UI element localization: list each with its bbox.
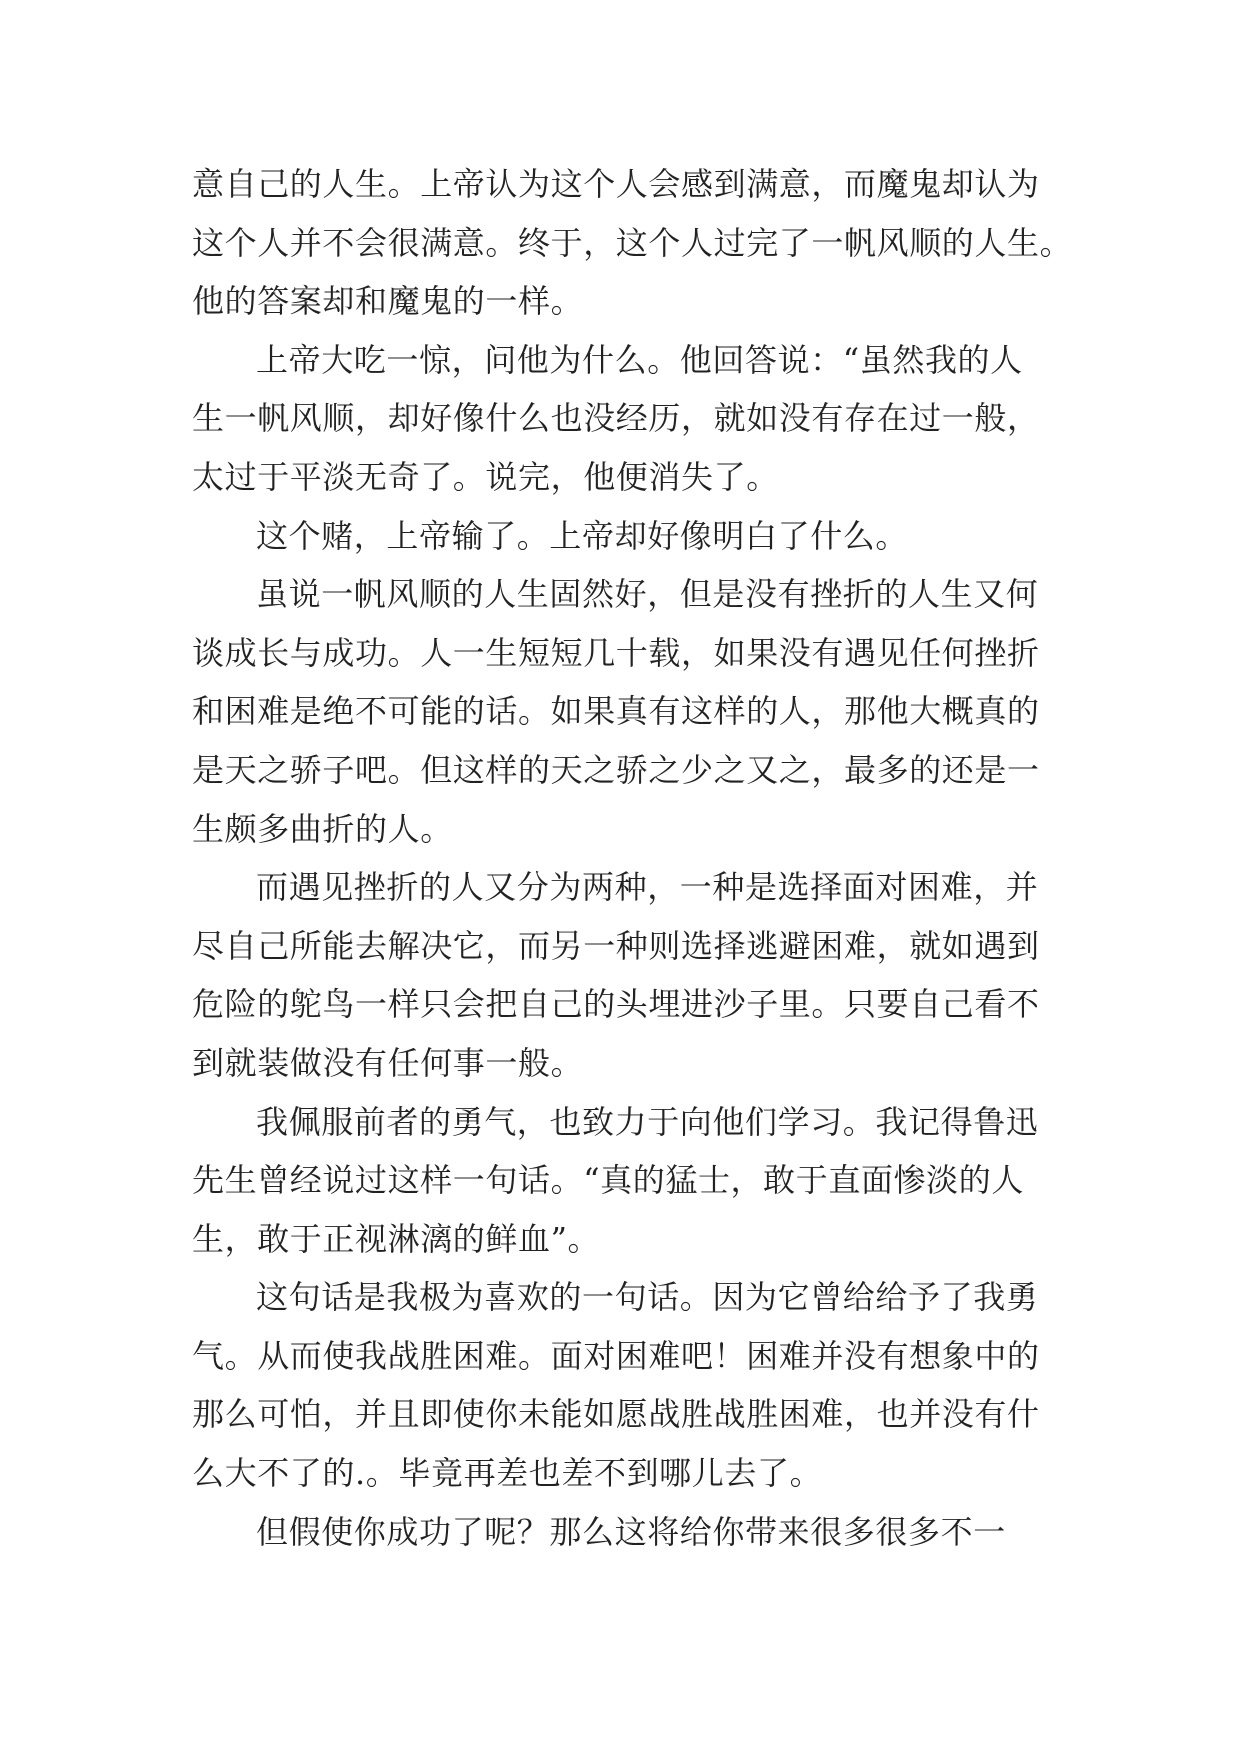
text-line: 那么可怕，并且即使你未能如愿战胜战胜困难，也并没有什	[192, 1395, 1040, 1434]
text-line: 这个赌，上帝输了。上帝却好像明白了什么。	[256, 516, 909, 555]
body-text	[192, 155, 1073, 1561]
text-line: 到就装做没有任何事一般。	[192, 1043, 584, 1082]
text-line: 先生曾经说过这样一句话。“真的猛士，敢于直面惨淡的人	[192, 1161, 1024, 1200]
text-line: 和困难是绝不可能的话。如果真有这样的人，那他大概真的	[192, 692, 1040, 731]
text-line: 这个人并不会很满意。终于，这个人过完了一帆风顺的人生。	[192, 223, 1073, 262]
text-line: 这句话是我极为喜欢的一句话。因为它曾给给予了我勇	[256, 1278, 1039, 1317]
text-line: 生一帆风顺，却好像什么也没经历，就如没有存在过一般，	[192, 399, 1040, 438]
text-line: 危险的鸵鸟一样只会把自己的头埋进沙子里。只要自己看不	[192, 985, 1040, 1024]
text-line: 谈成长与成功。人一生短短几十载，如果没有遇见任何挫折	[192, 633, 1040, 672]
text-line: 但假使你成功了呢？那么这将给你带来很多很多不一	[256, 1512, 1006, 1551]
text-line: 意自己的人生。上帝认为这个人会感到满意，而魔鬼却认为	[192, 165, 1040, 203]
text-line: 太过于平淡无奇了。说完，他便消失了。	[192, 457, 779, 496]
text-line: 生，敢于正视淋漓的鲜血”。	[192, 1219, 601, 1258]
text-line: 气。从而使我战胜困难。面对困难吧！困难并没有想象中的	[192, 1336, 1040, 1375]
text-line: 尽自己所能去解决它，而另一种则选择逃避困难，就如遇到	[192, 926, 1040, 965]
text-line: 而遇见挫折的人又分为两种，一种是选择面对困难，并	[256, 868, 1039, 907]
text-line: 我佩服前者的勇气，也致力于向他们学习。我记得鲁迅	[256, 1102, 1039, 1141]
text-line: 是天之骄子吧。但这样的天之骄之少之又之，最多的还是一	[192, 750, 1040, 789]
text-line: 生颇多曲折的人。	[192, 809, 453, 848]
text-line: 上帝大吃一惊，问他为什么。他回答说：“虽然我的人	[256, 340, 1023, 379]
text-line: 虽说一帆风顺的人生固然好，但是没有挫折的人生又何	[256, 575, 1039, 614]
text-line: 么大不了的.。毕竟再差也差不到哪儿去了。	[192, 1454, 823, 1493]
text-line: 他的答案却和魔鬼的一样。	[192, 282, 584, 321]
